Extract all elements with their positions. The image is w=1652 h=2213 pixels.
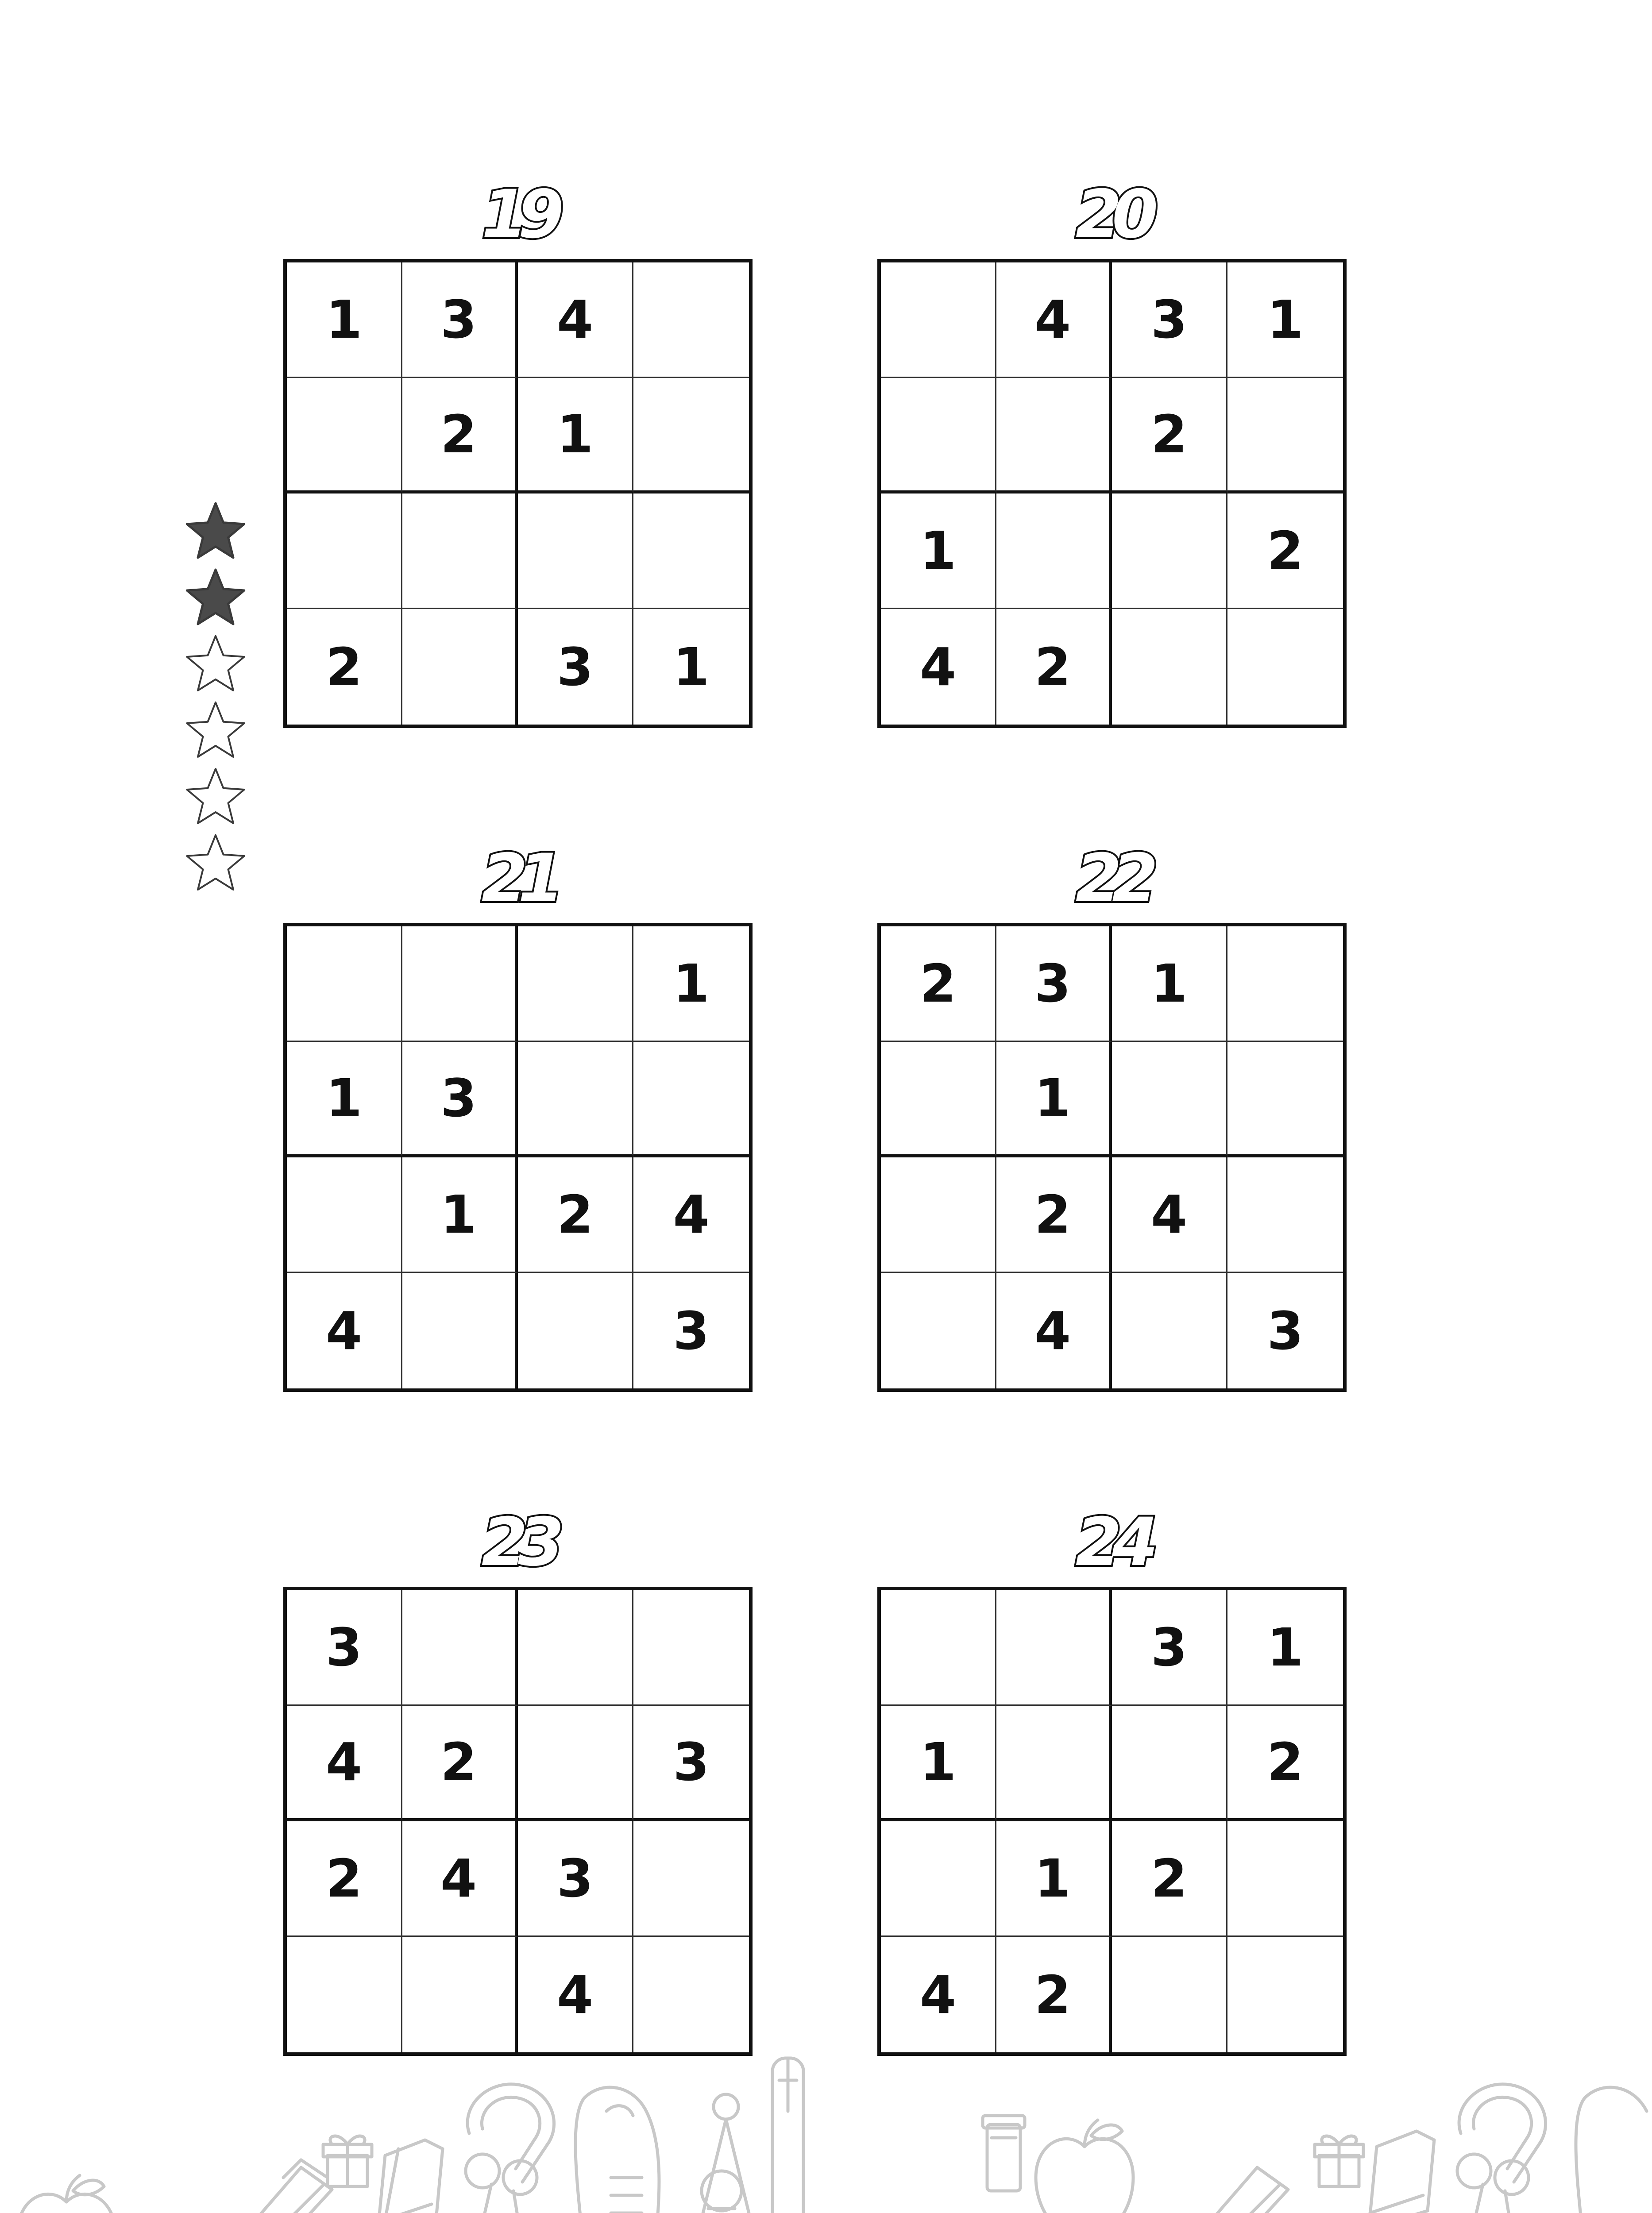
scissors-icon bbox=[1456, 2154, 1528, 2213]
puzzle-21 bbox=[283, 840, 753, 1361]
grid-cell[interactable]: 3 bbox=[1112, 262, 1227, 378]
grid-cell[interactable]: 1 bbox=[1227, 1590, 1343, 1706]
grid-cell[interactable]: 1 bbox=[633, 926, 749, 1042]
pen-icon bbox=[772, 2058, 803, 2213]
grid-cell[interactable] bbox=[633, 1937, 749, 2052]
grid-cell[interactable]: 3 bbox=[287, 1590, 402, 1706]
school-supplies-illustration bbox=[0, 2045, 1652, 2213]
grid-cell[interactable] bbox=[881, 1821, 996, 1937]
grid-cell[interactable] bbox=[1112, 609, 1227, 725]
glue-stick-icon bbox=[983, 2116, 1025, 2191]
grid-cell[interactable]: 1 bbox=[996, 1042, 1112, 1157]
grid-cell[interactable] bbox=[1227, 1821, 1343, 1937]
puzzle-22 bbox=[877, 840, 1347, 1361]
grid-cell[interactable]: 4 bbox=[287, 1706, 402, 1821]
grid-cell[interactable] bbox=[633, 1590, 749, 1706]
grid-cell[interactable] bbox=[518, 493, 633, 609]
grid-cell[interactable]: 1 bbox=[1227, 262, 1343, 378]
star-icon bbox=[182, 697, 249, 763]
grid-cell[interactable] bbox=[1227, 1157, 1343, 1273]
puzzle-number: 24 bbox=[1075, 1504, 1149, 1581]
grid-cell[interactable]: 3 bbox=[673, 1300, 710, 1361]
grid-cell[interactable]: 2 bbox=[1227, 1706, 1343, 1821]
grid-cell[interactable] bbox=[518, 1042, 633, 1157]
puzzle-23 bbox=[283, 1504, 753, 2025]
grid-cell[interactable] bbox=[1112, 1273, 1227, 1388]
sudoku-grid bbox=[877, 1587, 1347, 2056]
grid-cell[interactable] bbox=[881, 262, 996, 378]
stapler-icon bbox=[186, 2160, 332, 2213]
grid-cell[interactable] bbox=[633, 493, 749, 609]
grid-cell[interactable]: 2 bbox=[881, 926, 996, 1042]
grid-cell[interactable]: 2 bbox=[1112, 1821, 1227, 1937]
grid-cell[interactable]: 3 bbox=[402, 262, 518, 378]
grid-cell[interactable]: 3 bbox=[1112, 1590, 1227, 1706]
sudoku-grid bbox=[283, 923, 753, 1392]
tape-dispenser-icon bbox=[575, 2087, 659, 2213]
star-icon bbox=[182, 564, 249, 631]
grid-cell[interactable]: 2 bbox=[996, 609, 1112, 725]
grid-cell[interactable] bbox=[1112, 1042, 1227, 1157]
grid-cell[interactable] bbox=[633, 262, 749, 378]
grid-cell[interactable]: 3 bbox=[518, 1821, 633, 1937]
grid-cell[interactable] bbox=[1112, 1706, 1227, 1821]
grid-cell[interactable] bbox=[1112, 493, 1227, 609]
grid-cell[interactable]: 4 bbox=[287, 1273, 402, 1388]
grid-cell[interactable]: 1 bbox=[673, 636, 710, 698]
grid-cell[interactable]: 2 bbox=[402, 378, 518, 493]
gift-icon bbox=[323, 2136, 372, 2186]
grid-cell[interactable]: 4 bbox=[402, 1821, 518, 1937]
grid-cell[interactable] bbox=[287, 378, 402, 493]
sudoku-grid bbox=[877, 923, 1347, 1392]
grid-cell[interactable] bbox=[402, 1273, 518, 1388]
gift-icon bbox=[1315, 2136, 1363, 2186]
grid-cell[interactable] bbox=[996, 493, 1112, 609]
grid-cell[interactable] bbox=[996, 1706, 1112, 1821]
puzzle-number: 22 bbox=[1075, 840, 1149, 917]
compass-icon bbox=[682, 2094, 770, 2213]
difficulty-rating bbox=[182, 498, 249, 896]
star-icon bbox=[182, 763, 249, 830]
grid-cell[interactable]: 4 bbox=[518, 1937, 633, 2052]
grid-cell[interactable] bbox=[881, 1273, 996, 1388]
grid-cell[interactable]: 1 bbox=[518, 378, 633, 493]
grid-cell[interactable] bbox=[402, 926, 518, 1042]
grid-cell[interactable]: 1 bbox=[881, 1706, 996, 1821]
grid-cell[interactable]: 2 bbox=[402, 1706, 518, 1821]
grid-cell[interactable]: 2 bbox=[518, 1157, 633, 1273]
grid-cell[interactable] bbox=[402, 1590, 518, 1706]
grid-cell[interactable]: 4 bbox=[881, 609, 996, 725]
grid-cell[interactable] bbox=[881, 1157, 996, 1273]
grid-cell[interactable] bbox=[996, 1590, 1112, 1706]
grid-cell[interactable] bbox=[1227, 1042, 1343, 1157]
grid-cell[interactable]: 2 bbox=[287, 609, 402, 725]
grid-cell[interactable]: 3 bbox=[996, 926, 1112, 1042]
puzzle-20 bbox=[877, 176, 1347, 698]
grid-cell[interactable] bbox=[996, 378, 1112, 493]
paperclip-icon bbox=[467, 2084, 554, 2182]
grid-cell[interactable] bbox=[518, 1273, 633, 1388]
grid-cell[interactable]: 2 bbox=[996, 1157, 1112, 1273]
sudoku-grid bbox=[877, 259, 1347, 728]
grid-cell[interactable] bbox=[287, 926, 402, 1042]
grid-cell[interactable]: 4 bbox=[881, 1937, 996, 2052]
paperclip-icon bbox=[1459, 2084, 1545, 2182]
grid-cell[interactable]: 3 bbox=[518, 609, 633, 725]
puzzle-number: 23 bbox=[481, 1504, 555, 1581]
scissors-icon bbox=[465, 2154, 537, 2213]
puzzle-number: 21 bbox=[481, 840, 555, 917]
grid-cell[interactable]: 2 bbox=[1227, 493, 1343, 609]
grid-cell[interactable]: 4 bbox=[996, 262, 1112, 378]
puzzle-number: 20 bbox=[1075, 176, 1149, 253]
tape-dispenser-icon bbox=[1576, 2087, 1647, 2213]
grid-cell[interactable]: 3 bbox=[633, 1706, 749, 1821]
grid-cell[interactable]: 4 bbox=[633, 1157, 749, 1273]
grid-cell[interactable] bbox=[633, 1042, 749, 1157]
grid-cell[interactable]: 4 bbox=[518, 262, 633, 378]
eraser-icon bbox=[1370, 2131, 1434, 2213]
grid-cell[interactable] bbox=[881, 378, 996, 493]
grid-cell[interactable]: 4 bbox=[1112, 1157, 1227, 1273]
grid-cell[interactable] bbox=[402, 493, 518, 609]
grid-cell[interactable]: 3 bbox=[1267, 1300, 1304, 1361]
grid-cell[interactable] bbox=[518, 1706, 633, 1821]
grid-cell[interactable] bbox=[633, 1821, 749, 1937]
grid-cell[interactable]: 2 bbox=[287, 1821, 402, 1937]
stapler-icon bbox=[1142, 2167, 1288, 2213]
grid-cell[interactable] bbox=[1227, 1937, 1343, 2052]
grid-cell[interactable]: 1 bbox=[287, 1042, 402, 1157]
star-icon bbox=[182, 830, 249, 896]
grid-cell[interactable]: 2 bbox=[996, 1937, 1112, 2052]
sudoku-grid bbox=[283, 1587, 753, 2056]
star-icon bbox=[182, 498, 249, 564]
grid-cell[interactable]: 4 bbox=[996, 1273, 1112, 1388]
eraser-icon bbox=[378, 2140, 443, 2213]
grid-cell[interactable] bbox=[287, 1157, 402, 1273]
grid-cell[interactable]: 2 bbox=[1112, 378, 1227, 493]
grid-cell[interactable] bbox=[1227, 609, 1343, 725]
grid-cell[interactable]: 1 bbox=[287, 262, 402, 378]
grid-cell[interactable]: 3 bbox=[402, 1042, 518, 1157]
grid-cell[interactable] bbox=[1112, 1937, 1227, 2052]
grid-cell[interactable] bbox=[518, 1590, 633, 1706]
grid-cell[interactable] bbox=[633, 378, 749, 493]
puzzle-number: 19 bbox=[481, 176, 555, 253]
grid-cell[interactable] bbox=[1227, 926, 1343, 1042]
grid-cell[interactable]: 1 bbox=[996, 1821, 1112, 1937]
grid-cell[interactable] bbox=[287, 1937, 402, 2052]
apple-icon bbox=[1036, 2120, 1133, 2213]
grid-cell[interactable] bbox=[402, 609, 518, 725]
grid-cell[interactable] bbox=[881, 1590, 996, 1706]
grid-cell[interactable]: 1 bbox=[1112, 926, 1227, 1042]
grid-cell[interactable] bbox=[287, 493, 402, 609]
grid-cell[interactable] bbox=[518, 926, 633, 1042]
grid-cell[interactable]: 1 bbox=[881, 493, 996, 609]
puzzle-19 bbox=[283, 176, 753, 698]
grid-cell[interactable] bbox=[881, 1042, 996, 1157]
grid-cell[interactable] bbox=[1227, 378, 1343, 493]
puzzle-24 bbox=[877, 1504, 1347, 2025]
grid-cell[interactable] bbox=[402, 1937, 518, 2052]
apple-icon bbox=[18, 2175, 115, 2213]
sudoku-grid bbox=[283, 259, 753, 728]
grid-cell[interactable]: 1 bbox=[402, 1157, 518, 1273]
star-icon bbox=[182, 631, 249, 697]
